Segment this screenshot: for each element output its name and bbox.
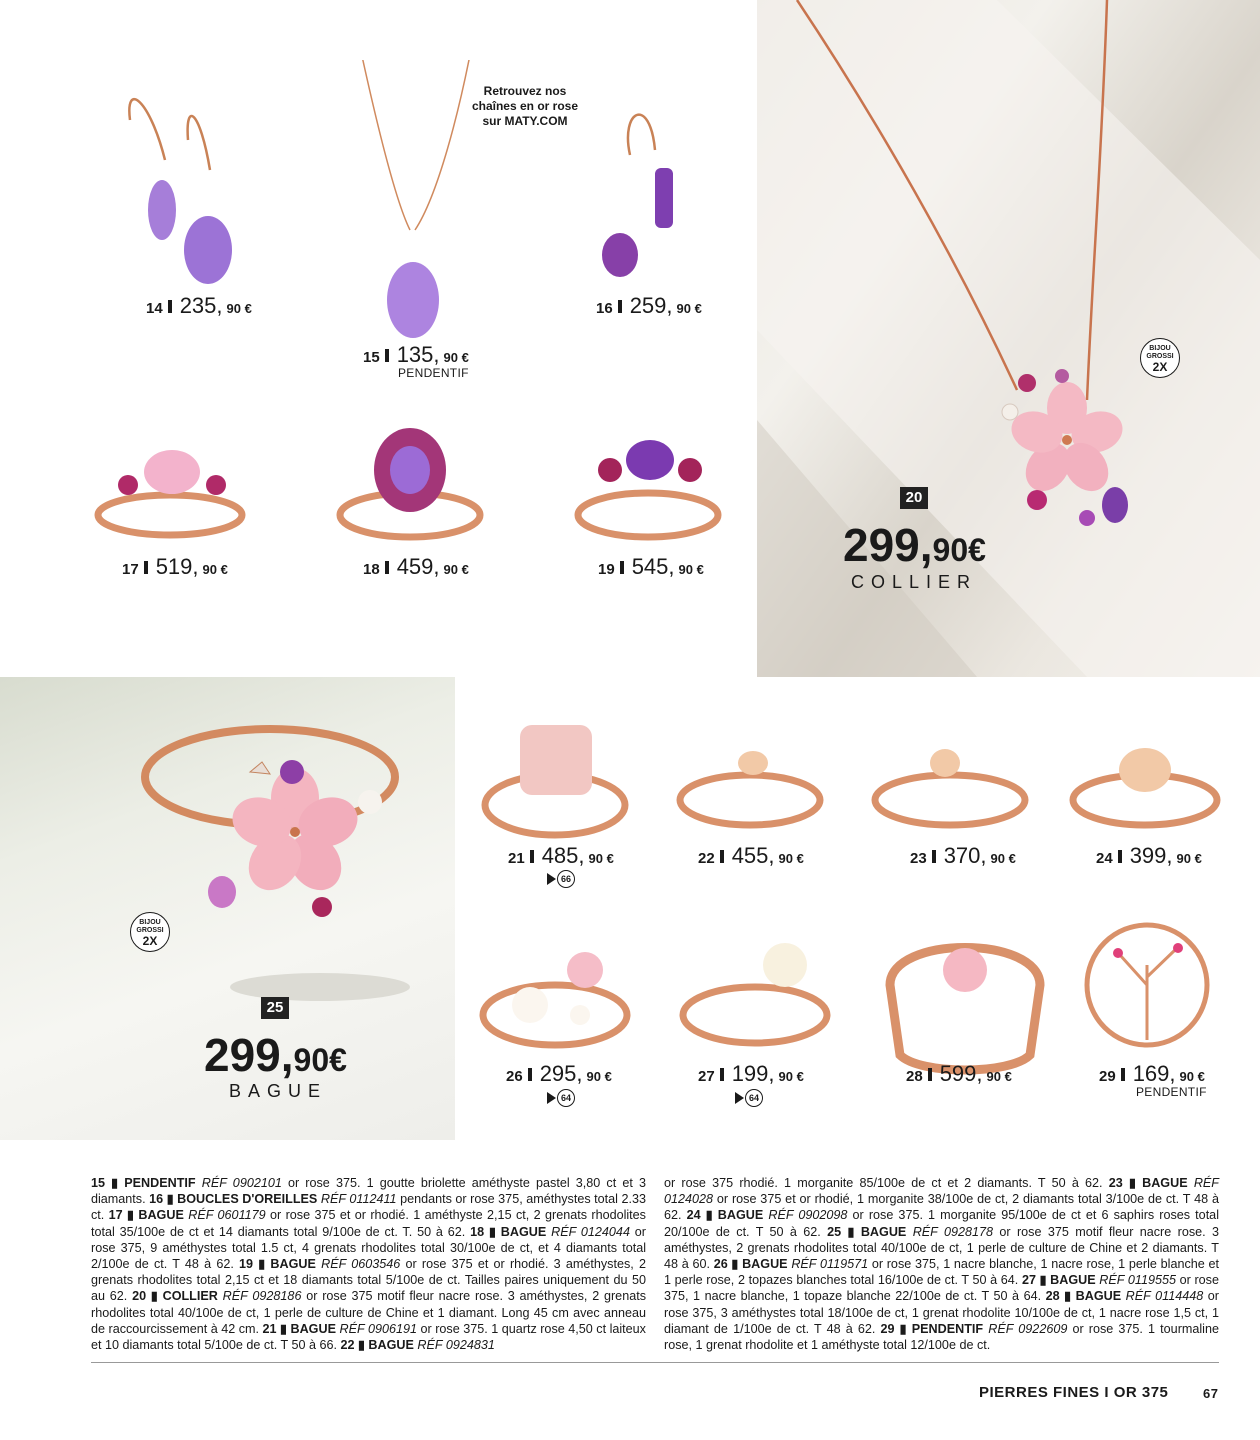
price-21: 21 485, 90 € <box>508 843 614 868</box>
page-link-64[interactable]: 64 <box>735 1089 763 1107</box>
price-19: 19 545, 90 € <box>598 554 704 579</box>
rings-illustrations <box>470 715 1230 1095</box>
page-number: 67 <box>1203 1386 1219 1401</box>
collier-photo <box>757 0 1260 677</box>
featured-kind-bague: BAGUE <box>229 1081 328 1101</box>
price-16: 16 259, 90 € <box>596 293 702 318</box>
featured-price-bague: 299,90€ <box>204 1029 347 1081</box>
chains-note: Retrouvez nos chaînes en or rose sur MATY.COM <box>471 84 579 128</box>
product-type-29: PENDENTIF <box>1136 1085 1207 1099</box>
featured-price-collier: 299,90€ <box>843 519 986 571</box>
product-number-20: 20 <box>900 487 928 509</box>
footer-divider <box>91 1362 1219 1363</box>
price-27: 27 199, 90 € <box>698 1061 804 1086</box>
price-14: 14 235, 90 € <box>146 293 252 318</box>
price-18: 18 459, 90 € <box>363 554 469 579</box>
price-23: 23 370, 90 € <box>910 843 1016 868</box>
price-28: 28 599, 90 € <box>906 1061 1012 1086</box>
product-type-15: PENDENTIF <box>398 366 469 380</box>
price-26: 26 295, 90 € <box>506 1061 612 1086</box>
jewelry-illustrations <box>90 60 730 580</box>
page-link-66[interactable]: 66 <box>547 870 575 888</box>
price-15: 15 135, 90 € <box>363 342 469 367</box>
collier-illustration <box>757 0 1260 677</box>
product-descriptions-right: or rose 375 rhodié. 1 morganite 85/100e de ct et 2 diamants. T 50 à 62. 23 ▮ BAGUE RÉF 0124028 or rose 375 et or rhodié, 1 morganite 38/100e de ct, 2 diamants total 3/100e de ct. T 48 à 62. 24 ▮ BAGUE RÉF 0902098 or rose 375. 1 morganite 95/100e de ct et 6 saphirs roses total 20/100e de ct. T 50 à 62. 25 ▮ BAGUE RÉF 0928178 or rose 375 motif fleur nacre rose. 3 améthystes, 2 grenats rhodolites total 40/100e de ct, 1 perle de culture de Chine et 2 diamants. T 48 à 60. 26 ▮ BAGUE RÉF 0119571 or rose 375, 1 nacre blanche, 1 nacre rose, 1 perle blanche et 1 perle rose, 2 topazes blanches total 16/100e de ct. T 50 à 64. 27 ▮ BAGUE RÉF 0119555 or rose 375, 1 nacre blanche, 1 topaze blanche 22/100e de ct. T 50 à 64. 28 ▮ BAGUE RÉF 0114448 or rose 375, 3 améthystes total 18/100e de ct, 1 grenat rhodolite 10/100e de ct, 1 nacre rose 1,5 ct, 1 diamant de 1/100e de ct. T 48 à 62. 29 ▮ PENDENTIF RÉF 0922609 or rose 375. 1 tourmaline rose, 1 grenat rhodolite et 1 améthyste total 12/100e de ct. <box>664 1176 1219 1353</box>
price-24: 24 399, 90 € <box>1096 843 1202 868</box>
zoom-badge: BIJOU GROSSI 2X <box>130 912 170 952</box>
page-link-64[interactable]: 64 <box>547 1089 575 1107</box>
price-17: 17 519, 90 € <box>122 554 228 579</box>
product-number-25: 25 <box>261 997 289 1019</box>
featured-kind-collier: COLLIER <box>851 572 978 592</box>
price-22: 22 455, 90 € <box>698 843 804 868</box>
section-title: PIERRES FINES I OR 375 <box>979 1384 1169 1401</box>
product-descriptions-left: 15 ▮ PENDENTIF RÉF 0902101 or rose 375. 1 goutte briolette améthyste pastel 3,80 ct et 3 diamants. 16 ▮ BOUCLES D'OREILLES RÉF 0112411 pendants or rose 375, améthystes total 2.33 ct. 17 ▮ BAGUE RÉF 0601179 or rose 375 et or rhodié. 1 améthyste 2,15 ct, 2 grenats rhodolites total 35/100e de ct et 14 diamants total 9/100e de ct. T. 50 à 62. 18 ▮ BAGUE RÉF 0124044 or rose 375, 9 améthystes total 1.5 ct, 4 grenats rhodolites total 30/100e de ct, et 4 diamants total 2/100e de ct. T 48 à 62. 19 ▮ BAGUE RÉF 0603546 or rose 375 et or rhodié. 3 améthystes, 2 grenats rhodolites total 2,15 ct et 18 diamants total 5/100e de ct. Tailles paires uniquement du 50 au 62. 20 ▮ COLLIER RÉF 0928186 or rose 375 motif fleur nacre rose. 3 améthystes, 2 grenats rhodolites total 40/100e de ct, 1 perle de culture de Chine et 1 diamant. Long 45 cm avec anneau de raccourcissement à 42 cm. 21 ▮ BAGUE RÉF 0906191 or rose 375. 1 quartz rose 4,50 ct laiteux et 10 diamants total 5/100e de ct. T 50 à 66. 22 ▮ BAGUE RÉF 0924831 <box>91 1176 647 1353</box>
price-29: 29 169, 90 € <box>1099 1061 1205 1086</box>
zoom-badge: BIJOU GROSSI 2X <box>1140 338 1180 378</box>
